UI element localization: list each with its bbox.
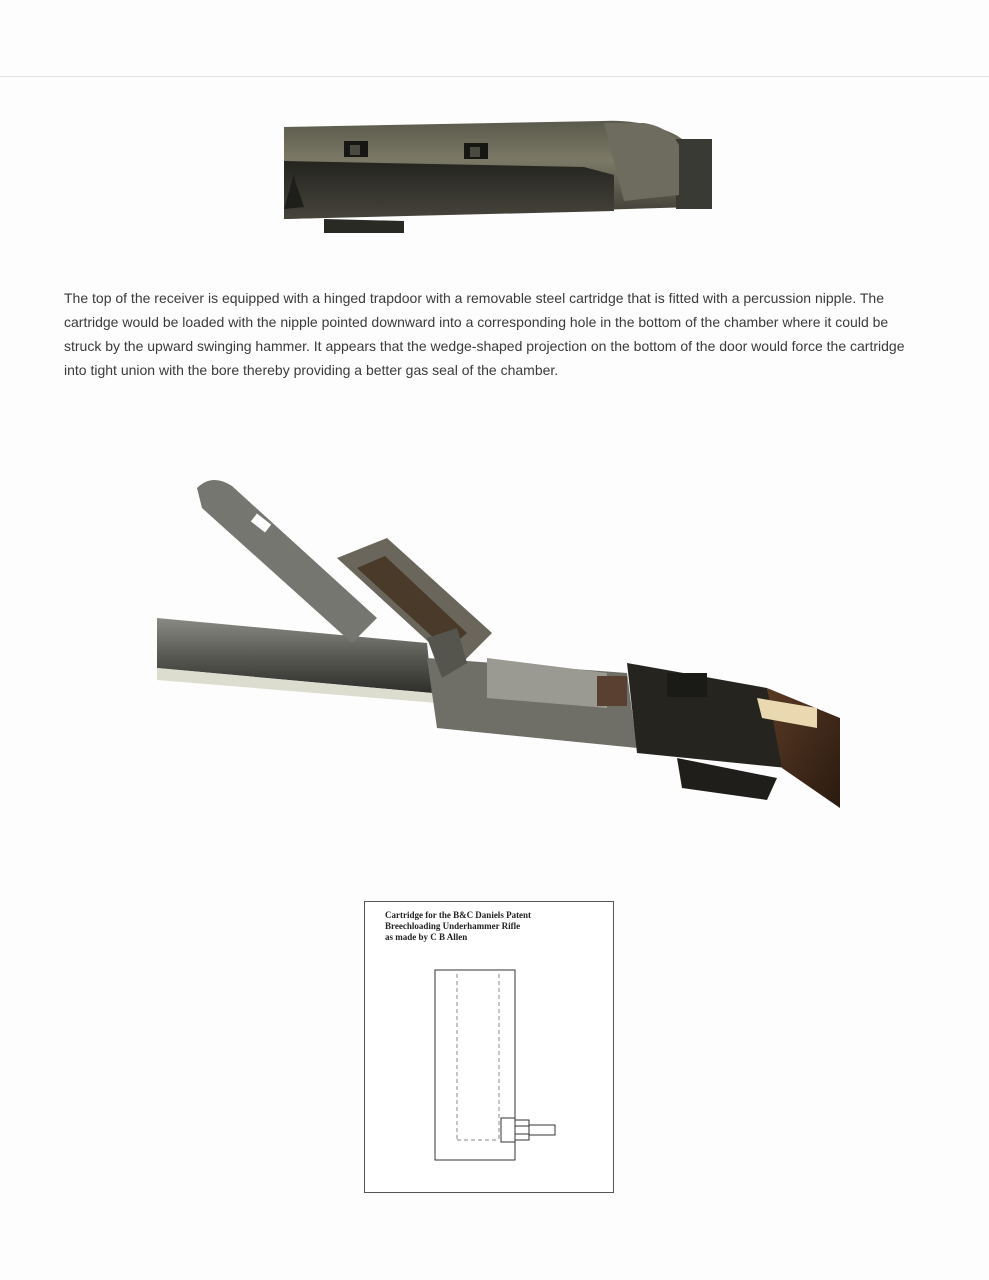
receiver-top-photo (284, 115, 712, 233)
open-trapdoor-illustration (157, 468, 840, 808)
nipple-base (515, 1120, 529, 1140)
receiver-top-illustration (284, 115, 712, 233)
cartridge-diagram (364, 901, 614, 1193)
nipple-tip (529, 1125, 555, 1135)
cartridge-body (435, 970, 515, 1160)
open-trapdoor-photo (157, 468, 840, 808)
nipple-seat (501, 1118, 515, 1142)
caption-paragraph: The top of the receiver is equipped with a hinged trapdoor with a removable steel cartridge that is fitted with a percussion nipple. The cartridge would be loaded with the nipple pointed downward into a corresponding hole in the bottom of the chamber where it could be struck by the upward swinging hammer. It appears that the wedge-shaped projection on the bottom of the door would force the cartridge into tight union with the bore thereby providing a better gas seal of the chamber. (64, 290, 905, 378)
top-rule (0, 76, 989, 77)
cartridge-drawing (365, 902, 615, 1194)
diagram-title-line: Cartridge for the B&C Daniels Patent (385, 910, 532, 920)
diagram-title-line: Breechloading Underhammer Rifle (385, 921, 521, 931)
diagram-title-line: as made by C B Allen (385, 932, 468, 942)
